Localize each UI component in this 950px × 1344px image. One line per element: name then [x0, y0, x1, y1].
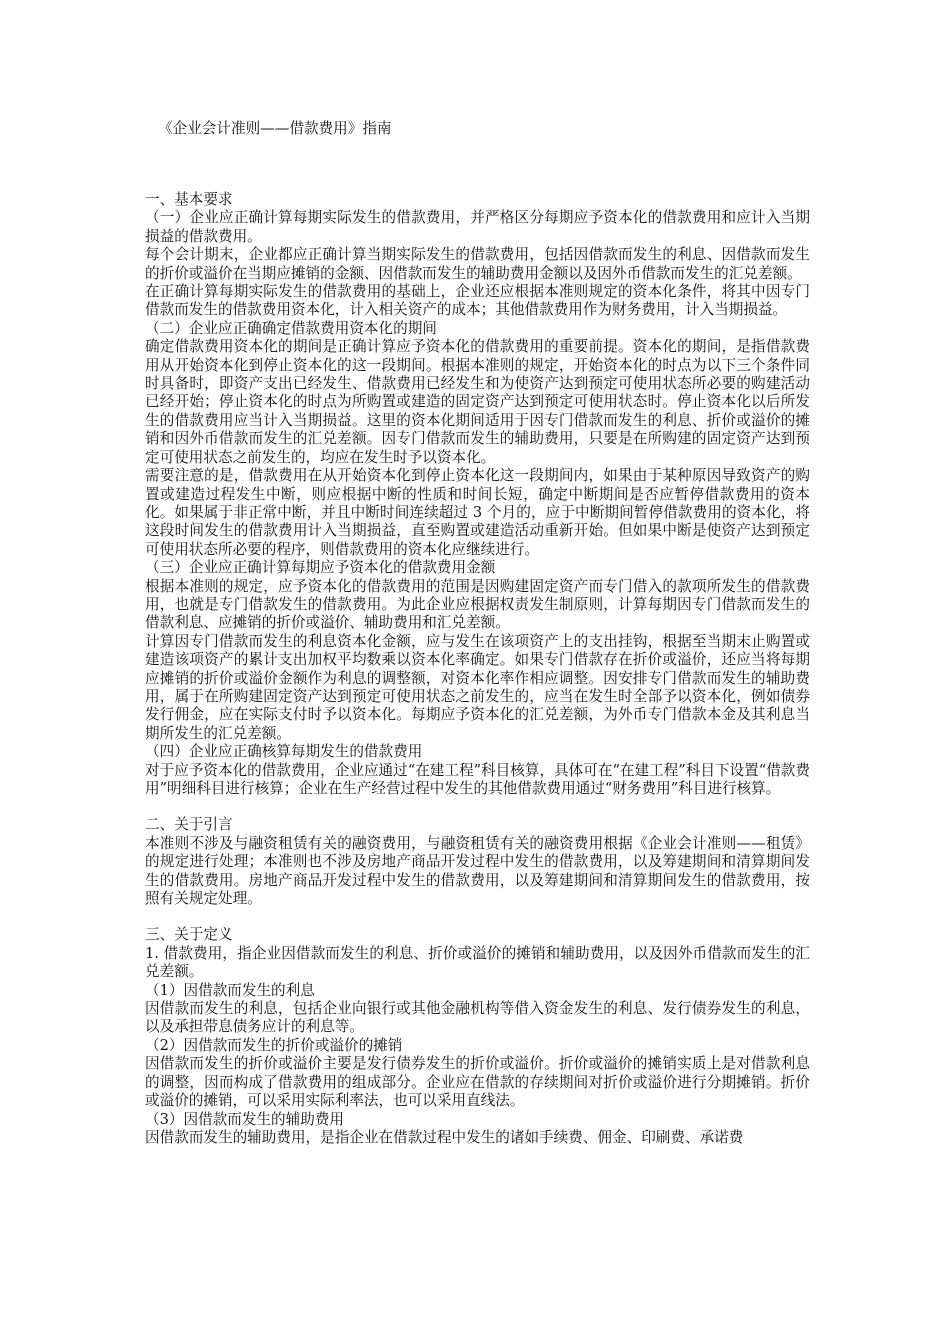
paragraph: 对于应予资本化的借款费用，企业应通过“在建工程”科目核算，具体可在“在建工程”科目下设置“借款费用”明细科目进行核算；企业在生产经营过程中发生的其他借款费用通过“财务费用”科目进行核算。 — [145, 761, 810, 797]
subsection-heading: （2）因借款而发生的折价或溢价的摊销 — [145, 1036, 403, 1054]
paragraph: 在正确计算每期实际发生的借款费用的基础上，企业还应根据本准则规定的资本化条件，将其中因专门借款而发生的借款费用资本化，计入相关资产的成本；其他借款费用作为财务费用，计入当期损益。 — [145, 283, 810, 319]
subsection-heading: （1）因借款而发生的利息 — [145, 981, 315, 999]
section-heading: 一、基本要求 — [145, 191, 233, 208]
paragraph: 每个会计期末，企业都应正确计算当期实际发生的借款费用，包括因借款而发生的利息、因借款而发生的折价或溢价在当期应摊销的金额、因借款而发生的辅助费用金额以及因外币借款而发生的汇兑差额。 — [145, 246, 810, 282]
paragraph: 根据本准则的规定，应予资本化的借款费用的范围是因购建固定资产而专门借入的款项所发生的借款费用，也就是专门借款发生的借款费用。为此企业应根据权责发生制原则，计算每期因专门借款而发生的借款利息、应摊销的折价或溢价、辅助费用和汇兑差额。 — [145, 577, 810, 632]
paragraph: 因借款而发生的折价或溢价主要是发行债券发生的折价或溢价。折价或溢价的摊销实质上是对借款利息的调整，因而构成了借款费用的组成部分。企业应在借款的存续期间对折价或溢价进行分期摊销。折价或溢价的摊销，可以采用实际利率法，也可以采用直线法。 — [145, 1055, 810, 1110]
blank-line — [145, 798, 810, 816]
paragraph: 确定借款费用资本化的期间是正确计算应予资本化的借款费用的重要前提。资本化的期间，是指借款费用从开始资本化到停止资本化的这一段期间。根据本准则的规定，开始资本化的时点为以下三个条件同时具备时，即资产支出已经发生、借款费用已经发生和为使资产达到预定可使用状态所必要的购建活动已经开始；停止资本化的时点为所购置或建造的固定资产达到预定可使用状态时。停止资本化以后所发生的借款费用应当计入当期损益。这里的资本化期间适用于因专门借款而发生的利息、折价或溢价的摊销和因外币借款而发生的汇兑差额。因专门借款而发生的辅助费用，只要是在所购建的固定资产达到预定可使用状态之前发生的，均应在发生时予以资本化。 — [145, 338, 810, 466]
document-body — [145, 191, 810, 1147]
paragraph: 本准则不涉及与融资租赁有关的融资费用，与融资租赁有关的融资费用根据《企业会计准则——租赁》的规定进行处理；本准则也不涉及房地产商品开发过程中发生的借款费用，以及筹建期间和清算期间发生的借款费用。房地产商品开发过程中发生的借款费用，以及筹建期间和清算期间发生的借款费用，按照有关规定处理。 — [145, 834, 810, 908]
paragraph: 因借款而发生的辅助费用，是指企业在借款过程中发生的诸如手续费、佣金、印刷费、承诺费 — [145, 1128, 744, 1146]
paragraph: 因借款而发生的利息，包括企业向银行或其他金融机构等借入资金发生的利息、发行债券发生的利息，以及承担带息债务应计的利息等。 — [145, 1000, 810, 1036]
subsection-heading: （二）企业应正确确定借款费用资本化的期间 — [145, 319, 437, 337]
blank-line — [145, 908, 810, 926]
subsection-heading: （3）因借款而发生的辅助费用 — [145, 1110, 345, 1128]
subsection-heading: （四）企业应正确核算每期发生的借款费用 — [145, 743, 423, 761]
paragraph: 1. 借款费用，指企业因借款而发生的利息、折价或溢价的摊销和辅助费用，以及因外币借款而发生的汇兑差额。 — [145, 944, 810, 981]
document-title: 《企业会计准则——借款费用》指南 — [158, 120, 392, 137]
paragraph: 计算因专门借款而发生的利息资本化金额，应与发生在该项资产上的支出挂钩，根据至当期末止购置或建造该项资产的累计支出加权平均数乘以资本化率确定。如果专门借款存在折价或溢价，还应当将每期应摊销的折价或溢价金额作为利息的调整额，对资本化率作相应调整。因安排专门借款而发生的辅助费用，属于在所购建固定资产达到预定可使用状态之前发生的，应当在发生时全部予以资本化，例如债券发行佣金，应在实际支付时予以资本化。每期应予资本化的汇兑差额，为外币专门借款本金及其利息当期所发生的汇兑差额。 — [145, 632, 810, 742]
subsection-heading: （一）企业应正确计算每期实际发生的借款费用，并严格区分每期应予资本化的借款费用和应计入当期损益的借款费用。 — [145, 209, 810, 245]
section-heading: 二、关于引言 — [145, 816, 233, 834]
subsection-heading: （三）企业应正确计算每期应予资本化的借款费用金额 — [145, 559, 496, 577]
paragraph: 需要注意的是，借款费用在从开始资本化到停止资本化这一段期间内，如果由于某种原因导致资产的购置或建造过程发生中断，则应根据中断的性质和时间长短，确定中断期间是否应暂停借款费用的资本化。如果属于非正常中断，并且中断时间连续超过 3 个月的，应于中断期间暂停借款费用的资本化，将这段时间发生的借款费用计入当期损益，直至购置或建造活动重新开始。但如果中断是使资产达到预定可使用状态所必要的程序，则借款费用的资本化应继续进行。 — [145, 467, 810, 558]
section-heading: 三、关于定义 — [145, 926, 233, 944]
